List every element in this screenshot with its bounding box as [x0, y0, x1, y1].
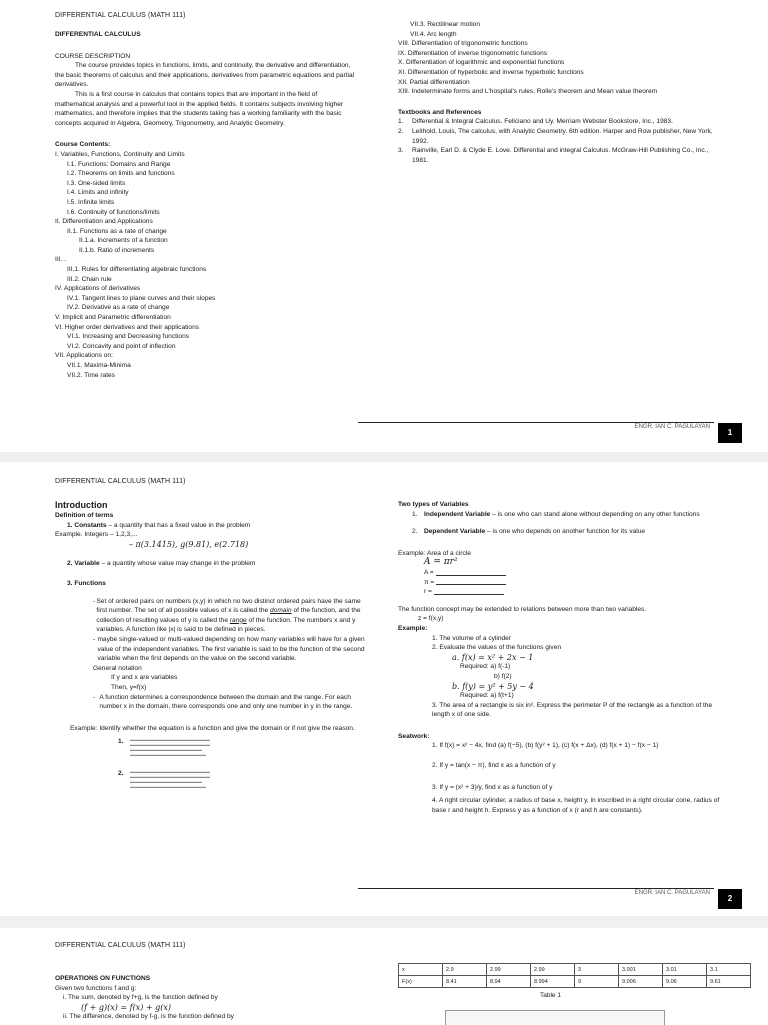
functions-label: 3. Functions: [67, 579, 106, 587]
list-item: I.5. Infinite limits: [67, 198, 115, 206]
list-item: II.1.a. Increments of a function: [79, 237, 168, 245]
identify-example: Example: Identify whether the equation is a function and give the domain or if not give the reason.: [70, 724, 355, 732]
table-cell: 9: [575, 976, 619, 988]
list-item: I.2. Theorems on limits and functions: [67, 170, 175, 178]
list-item: III.1. Rules for differentiating algebraic functions: [67, 266, 207, 274]
page-number: 2: [718, 889, 742, 909]
table-cell: 3.001: [619, 964, 663, 976]
references-list: [398, 117, 718, 165]
list-item: VIII. Differentiation of trigonometric functions: [398, 40, 528, 48]
function-bullet-1: - Set of ordered pairs on numbers (x,y) in which no two distinct ordered pairs have the same first number. The set of all possible values of x is called the domain of the function, and the collection of resulting values of y is called the range of the function. The numbers x and y variables. A function like |x| is said to be defined in pieces.: [93, 597, 361, 634]
operations-heading: OPERATIONS ON FUNCTIONS: [55, 975, 151, 982]
function-a: a. f(x) = x² + 2x − 1: [452, 652, 534, 662]
list-item: VII. Applications on:: [55, 352, 113, 360]
list-item: III. .: [55, 256, 66, 264]
list-item: VII.3. Rectilinear motion: [410, 21, 480, 28]
table-cell: 3.1: [707, 964, 751, 976]
table-cell: 8.94: [487, 976, 531, 988]
list-item: XI. Differentiation of hyperbolic and inverse hyperbolic functions: [398, 68, 584, 76]
course-header: DIFFERENTIAL CALCULUS (MATH 111): [55, 942, 186, 949]
list-item: IX. Differentiation of inverse trigonometric functions: [398, 49, 548, 57]
example-items: [398, 634, 728, 653]
page2-left-column: [55, 500, 370, 789]
list-item: I. Variables, Functions, Continuity and Limits: [55, 150, 185, 158]
circle-example: Example: Area of a circle: [398, 549, 471, 557]
table-row: [399, 964, 751, 976]
seatwork-4: 4. A right circular cylinder, a radius of base x, height y, in inscribed in a right circular cone, radius of base r and height h. Express y as a function of x (r and h are constants).: [432, 797, 720, 814]
table-cell: F(x): [399, 976, 443, 988]
list-item: I.1. Functions: Domains and Range: [67, 160, 171, 168]
list-item: V. Implicit and Parametric differentiation: [55, 314, 171, 322]
example-item: 1. The volume of a cylinder: [432, 634, 512, 642]
blank-pi: π =: [398, 578, 728, 588]
definition-heading: Definition of terms: [55, 512, 114, 519]
page2-right-column: [398, 500, 728, 815]
course-header: DIFFERENTIAL CALCULUS (MATH 111): [55, 12, 186, 19]
constants-definition: – a quantity that has a fixed value in the problem: [106, 521, 251, 529]
list-item: II.1. Functions as a rate of change: [67, 227, 167, 235]
variable-definition: – a quantity whose value may change in the problem: [99, 560, 256, 568]
general-notation-line1: If y and x are variables: [111, 674, 178, 682]
seatwork-2: 2. If y = tan(x − π), find x as a function of y: [432, 762, 556, 770]
values-table: [398, 963, 751, 988]
list-item: IV. Applications of derivatives: [55, 285, 141, 293]
table-cell: 8.994: [531, 976, 575, 988]
table-cell: 9.006: [619, 976, 663, 988]
list-item: I.3. One-sided limits: [67, 179, 126, 187]
table-cell: 3.01: [663, 964, 707, 976]
function-bullet-3: - A function determines a correspondence between the domain and the range. For each number x in the domain, there corresponds one and only one number in y in the range.: [93, 693, 353, 711]
function-bullet-2: - maybe single-valued or multi-valued depending on how many variables will have for a given value of the independent variables. The first variable is said to be the function of the second variable when the first depends on the value on the second variable.: [93, 635, 365, 663]
table-cell: x: [399, 964, 443, 976]
page-2: [0, 466, 768, 916]
function-b-required: Required: a) f(t+1): [460, 692, 514, 700]
list-item: IV.2. Derivative as a rate of change: [67, 304, 170, 312]
example-3: 3. The area of a rectangle is six in². Express the perimeter P of the rectangle as a function of the length x of one side.: [432, 701, 713, 719]
operation-sum: i. The sum, denoted by f+g, is the function defined by: [63, 994, 218, 1002]
table-cell: 2.9: [443, 964, 487, 976]
extend-text: The function concept may be extended to relations between more than two variables.: [398, 605, 647, 613]
page3-left-column: [55, 974, 355, 1022]
two-types-heading: Two types of Variables: [398, 501, 469, 508]
constants-label: 1. Constants: [67, 521, 107, 529]
reference-item: 1. Differential & Integral Calculus. Feliciano and Uy. Merriam Webster Bookstore, Inc., 1983.: [398, 118, 673, 126]
footer-author: ENGR. IAN C. PAGULAYAN: [634, 890, 710, 896]
list-item: I.6. Continuity of functions/limits: [67, 208, 160, 216]
course-contents-heading: Course Contents:: [55, 141, 111, 149]
list-item: II. Differentiation and Applications: [55, 218, 153, 226]
example-label: Example:: [398, 624, 428, 632]
course-description-heading: COURSE DESCRIPTION: [55, 52, 131, 60]
list-item: XII. Partial differentiation: [398, 78, 470, 86]
given-functions: Given two functions f and g:: [55, 984, 137, 992]
page1-right-column: [398, 20, 718, 165]
seatwork-1: 1. If f(x) = x² − 4x, find (a) f(−5), (b) f(y² + 1), (c) f(x + Δx), (d) f(x + 1) − f(x − 1): [432, 742, 659, 750]
dependent-variable: 2. Dependent Variable – is one who depends on another function for its value: [412, 528, 646, 536]
example-item: 2. Evaluate the values of the functions given: [432, 644, 562, 652]
graph-image: [445, 1010, 665, 1025]
table-cell: 9.06: [663, 976, 707, 988]
blank-a: A =: [398, 568, 728, 578]
blank-r: r =: [398, 587, 728, 597]
reference-item: 3. Rainville, Earl D. & Clyde E. Love. Differential and integral Calculus. McGraw-Hill Publishing Co., Inc., 1981.: [398, 147, 709, 164]
footer-rule: [358, 888, 714, 889]
independent-variable: 1. Independent Variable – is one who can stand alone without depending on any other functions: [412, 510, 700, 518]
course-description-p2: This is a first course in calculus that contains topics that are important in the field of mathematical analysis and a powerful tool in the applied fields. It contains subjects involving higher mathematics, and therefore implies that the students taking has a working familiarity with the basic concepts acquired in Algebra, Geometry, Trigonometry, and Analytic Geometry.: [55, 90, 344, 127]
table-cell: 9.61: [707, 976, 751, 988]
course-contents-list: [55, 150, 355, 380]
list-item: IV.1. Tangent lines to plane curves and their slopes: [67, 294, 216, 302]
list-item: VI.2. Concavity and point of inflection: [67, 342, 176, 350]
course-contents-continued: [398, 20, 718, 97]
example-2: 2. ▬▬▬▬▬▬▬▬▬▬▬▬▬▬▬▬▬▬▬▬ ▬▬▬▬▬▬▬▬▬▬▬▬▬▬▬▬▬▬▬▬ ▬▬▬▬▬▬▬▬▬▬▬▬▬▬▬▬▬▬ ▬▬▬▬▬▬▬▬▬▬▬▬▬▬▬▬▬▬▬: [118, 769, 210, 790]
constants-math: – π(3.1415), g(9.81), e(2.718): [129, 539, 249, 549]
page-gap: [0, 916, 768, 928]
function-a-required: Required: a) f(-1): [460, 663, 511, 671]
list-item: VII.4. Arc length: [410, 30, 457, 38]
list-item: X. Differentiation of logarithmic and exponential functions: [398, 59, 565, 67]
general-notation-line2: Then, y=f(x): [111, 683, 147, 691]
list-item: VII.2. Time rates: [67, 371, 116, 379]
z-function: z = f(x,y): [418, 615, 444, 623]
page-number: 1: [718, 423, 742, 443]
circle-formula: A = πr²: [424, 557, 458, 568]
table-cell: 2.99: [487, 964, 531, 976]
page-1: [0, 0, 768, 450]
list-item: VI. Higher order derivatives and their applications: [55, 323, 200, 331]
references-heading: Textbooks and References: [398, 108, 482, 116]
list-item: I.4. Limits and infinity: [67, 189, 129, 197]
seatwork-3: 3. If y = (x² + 3)/y, find x as a function of y: [432, 783, 553, 791]
example-1: 1. ▬▬▬▬▬▬▬▬▬▬▬▬▬▬▬▬▬▬▬▬ ▬▬▬▬▬▬▬▬▬▬▬▬▬▬▬▬▬▬▬▬ ▬▬▬▬▬▬▬▬▬▬▬▬▬▬▬▬▬▬ ▬▬▬▬▬▬▬▬▬▬▬▬▬▬▬▬▬▬▬: [118, 737, 210, 758]
page-gap: [0, 452, 768, 462]
operation-sum-math: (f + g)(x) = f(x) + g(x): [81, 1002, 172, 1012]
course-header: DIFFERENTIAL CALCULUS (MATH 111): [55, 478, 186, 485]
footer-rule: [358, 422, 714, 423]
footer-author: ENGR. IAN C. PAGULAYAN: [634, 424, 710, 430]
table-cell: 3: [575, 964, 619, 976]
course-description-p1: The course provides topics in functions, limits, and continuity, the derivative and differentiation, the basic theorems of calculus and their applications, derivatives from parametric equations and partial derivatives.: [55, 62, 355, 89]
table-cell: 2.99: [531, 964, 575, 976]
constants-example: Example. Integers – 1,2,3,...: [55, 531, 138, 539]
page-3: [0, 928, 768, 1024]
operation-difference: ii. The difference, denoted by f-g, is the function defined by: [63, 1013, 234, 1021]
table-row: [399, 976, 751, 988]
variable-label: 2. Variable: [67, 560, 100, 568]
function-b: b. f(y) = y² + 5y − 4: [452, 681, 534, 691]
list-item: VI.1. Increasing and Decreasing functions: [67, 333, 190, 341]
list-item: III.2. Chain rule: [67, 275, 112, 283]
table-caption: Table 1: [540, 992, 561, 999]
table-cell: 8.41: [443, 976, 487, 988]
page-title: DIFFERENTIAL CALCULUS: [55, 31, 141, 38]
seatwork-heading: Seatwork:: [398, 732, 430, 740]
reference-item: 2. Leithold, Louis, The calculus, with Analytic Geometry. 6th edition. Harper and Row publisher, New York, 1992.: [398, 127, 713, 145]
domain-term: domain: [270, 607, 292, 615]
list-item: XIII. Indeterminate forms and L'hospital's rules, Rolle's theorem and Mean value theorem: [398, 88, 658, 96]
range-term: range: [229, 616, 247, 624]
list-item: VII.1. Maxima-Minima: [67, 362, 131, 369]
example-2-image: ▬▬▬▬▬▬▬▬▬▬▬▬▬▬▬▬▬▬▬▬ ▬▬▬▬▬▬▬▬▬▬▬▬▬▬▬▬▬▬▬▬ ▬▬▬▬▬▬▬▬▬▬▬▬▬▬▬▬▬▬ ▬▬▬▬▬▬▬▬▬▬▬▬▬▬▬▬▬▬▬: [130, 769, 210, 790]
page1-left-column: [55, 30, 355, 380]
function-a-required-b: b) f(2): [494, 672, 512, 680]
general-notation: General notation: [93, 664, 142, 672]
intro-heading: Introduction: [55, 500, 108, 510]
list-item: II.1.b. Ratio of increments: [79, 246, 155, 254]
example-1-image: ▬▬▬▬▬▬▬▬▬▬▬▬▬▬▬▬▬▬▬▬ ▬▬▬▬▬▬▬▬▬▬▬▬▬▬▬▬▬▬▬▬ ▬▬▬▬▬▬▬▬▬▬▬▬▬▬▬▬▬▬ ▬▬▬▬▬▬▬▬▬▬▬▬▬▬▬▬▬▬▬: [130, 737, 210, 758]
